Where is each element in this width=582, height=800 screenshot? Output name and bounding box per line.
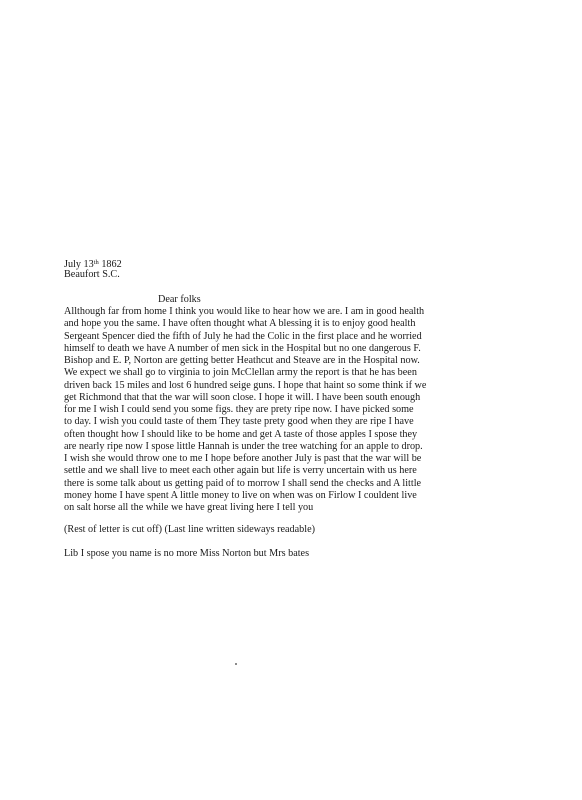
body-line: and hope you the same. I have often thought what A blessing it is to enjoy good health	[64, 318, 416, 330]
body-line: Allthough far from home I think you would like to hear how we are. I am in good health	[64, 306, 425, 317]
date-day: July 13	[64, 259, 94, 270]
letter-body	[64, 306, 484, 514]
body-line: himself to death we have A number of men sick in the Hospital but no one dangerous F.	[64, 342, 421, 354]
letter-place: Beaufort S.C.	[64, 269, 120, 280]
body-line: Sergeant Spencer died the fifth of July he had the Colic in the first place and he worried	[64, 330, 422, 342]
body-line: We expect we shall go to virginia to join McClellan army the report is that he has been	[64, 367, 417, 379]
body-line: often thought how I should like to be home and get A taste of those apples I spose they	[64, 428, 418, 440]
date-year: 1862	[101, 259, 122, 270]
body-line: get Richmond that that the war will soon close. I hope it will. I have been south enough	[64, 391, 421, 403]
editor-note: (Rest of letter is cut off) (Last line written sideways readable)	[64, 524, 316, 535]
postscript: Lib I spose you name is no more Miss Norton but Mrs bates	[64, 548, 310, 559]
body-line: settle and we shall live to meet each other again but life is verry uncertain with us here	[64, 465, 417, 477]
body-line: on salt horse all the while we have great living here I tell you	[64, 502, 314, 513]
body-line: I wish she would throw one to me I hope before another July is past that the war will be	[64, 453, 422, 464]
letter-salutation: Dear folks	[158, 294, 201, 305]
body-line: are nearly ripe now I spose little Hannah is under the tree watching for an apple to drop.	[64, 440, 423, 452]
scan-speck	[235, 663, 237, 665]
body-line: Bishop and E. P, Norton are getting better Heathcut and Steave are in the Hospital now.	[64, 355, 420, 366]
date-suffix: th	[93, 259, 99, 266]
body-line: there is some talk about us getting paid of to morrow I shall send the checks and A little	[64, 477, 422, 489]
body-line: driven back 15 miles and lost 6 hundred seige guns. I hope that haint so some think if we	[64, 379, 427, 391]
body-line: for me I wish I could send you some figs. they are prety ripe now. I have picked some	[64, 404, 414, 415]
body-line: to day. I wish you could taste of them They taste prety good when they are ripe I have	[64, 416, 414, 428]
body-line: money home I have spent A little money to live on when was on Firlow I couldent live	[64, 489, 417, 501]
